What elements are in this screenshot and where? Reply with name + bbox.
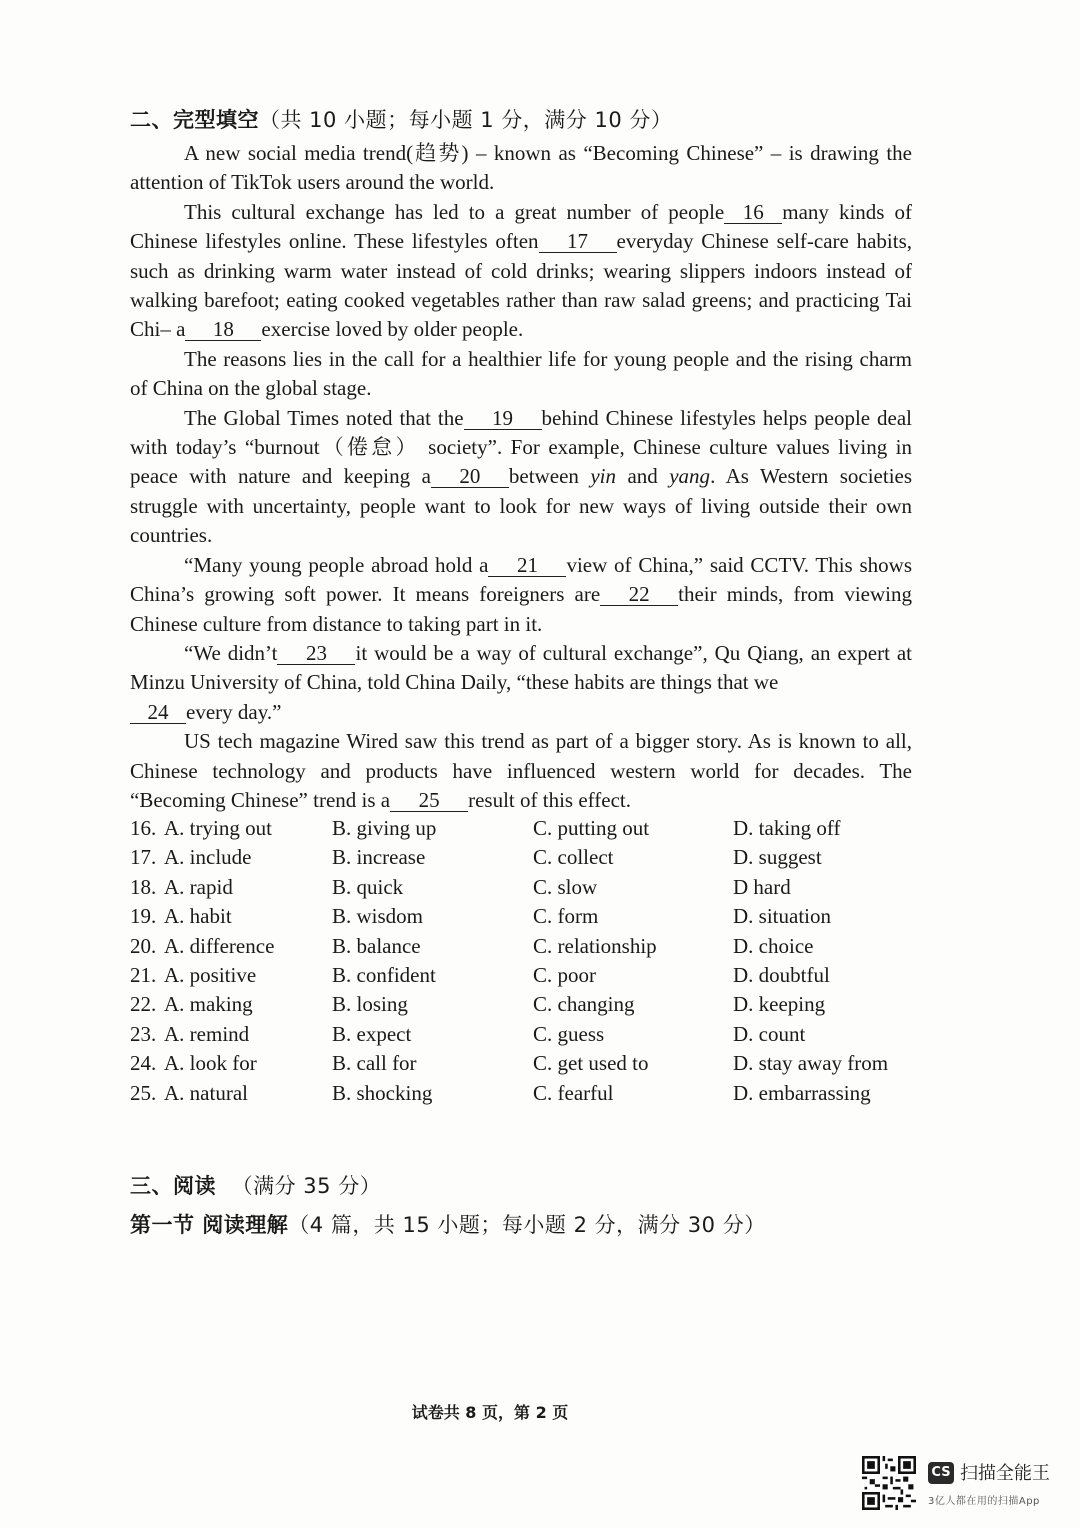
- paragraph-2-text-b: many kinds of Chinese lifestyles online. These lifestyles often: [130, 199, 913, 254]
- option-d[interactable]: D. count: [733, 1021, 806, 1046]
- camscanner-name: 扫描全能王: [960, 1463, 1050, 1484]
- section-3-sub-info: （4 篇，共 15 小题；每小题 2 分，满分 30 分）: [288, 1213, 766, 1237]
- question-number: 17.: [130, 845, 157, 870]
- option-c[interactable]: C. putting out: [533, 816, 650, 840]
- option-a[interactable]: A. natural: [164, 1080, 248, 1105]
- question-number: 23.: [130, 1021, 157, 1046]
- option-d[interactable]: D. doubtful: [733, 962, 830, 987]
- option-a[interactable]: A. look for: [164, 1051, 257, 1076]
- question-number: 25.: [130, 1080, 157, 1105]
- paragraph-5-text-a: “Many young people abroad hold a: [184, 552, 489, 577]
- option-c[interactable]: C. guess: [533, 1021, 605, 1046]
- blank-21[interactable]: 21: [488, 554, 566, 577]
- option-b[interactable]: B. losing: [332, 992, 408, 1017]
- paragraph-4-text-b: behind Chinese lifestyles helps people deal with today’s “burnout（倦怠） society”. For example, Chinese culture values living in peace with nature and keeping a: [130, 405, 912, 489]
- question-number: 22.: [130, 992, 157, 1017]
- option-b[interactable]: B. confident: [332, 962, 436, 987]
- blank-17[interactable]: 17: [539, 230, 617, 253]
- option-a[interactable]: A. positive: [164, 962, 257, 987]
- question-number: 24.: [130, 1051, 157, 1076]
- blank-23[interactable]: 23: [277, 642, 355, 665]
- section-3-info: （满分 35 分）: [231, 1174, 382, 1198]
- option-row: [130, 814, 930, 843]
- section-3-sub-title: 第一节 阅读理解: [130, 1213, 289, 1237]
- page-footer: [0, 1400, 1080, 1423]
- section-2-title: 二、完型填空: [130, 108, 259, 132]
- blank-18[interactable]: 18: [185, 318, 261, 341]
- paragraph-5: [130, 551, 912, 639]
- option-c[interactable]: C. form: [533, 904, 599, 929]
- camscanner-tagline: 3亿人都在用的扫描App: [928, 1496, 1040, 1507]
- option-c[interactable]: C. slow: [533, 874, 598, 899]
- blank-22[interactable]: 22: [600, 583, 678, 606]
- blank-16[interactable]: 16: [724, 201, 782, 224]
- section-3-sub-heading: [130, 1209, 766, 1239]
- option-row: [130, 961, 930, 990]
- option-c[interactable]: C. get used to: [533, 1051, 649, 1076]
- section-2-info: （共 10 小题；每小题 1 分，满分 10 分）: [259, 108, 673, 132]
- option-a[interactable]: A. trying out: [164, 816, 272, 840]
- paragraph-7-text: every day.”: [186, 699, 282, 724]
- paragraph-4-text-d: . As Western societies struggle with uncertainty, people want to look for new ways of living outside their own countries.: [130, 464, 913, 548]
- option-a[interactable]: A. habit: [164, 904, 232, 929]
- word-and: and: [627, 464, 658, 489]
- option-c[interactable]: C. fearful: [533, 1080, 614, 1105]
- word-yin: yin: [590, 464, 616, 489]
- paragraph-1: [130, 139, 912, 198]
- option-a[interactable]: A. include: [164, 845, 252, 870]
- question-number: 19.: [130, 904, 157, 929]
- option-d[interactable]: D. suggest: [733, 845, 822, 870]
- paragraph-4-text-a: The Global Times noted that the: [184, 405, 464, 430]
- question-number: 18.: [130, 874, 157, 899]
- option-row: [130, 990, 930, 1019]
- option-a[interactable]: A. making: [164, 992, 253, 1017]
- option-c[interactable]: C. changing: [533, 992, 635, 1017]
- paragraph-6-text-a: “We didn’t: [184, 640, 278, 665]
- paragraph-4: [130, 404, 912, 551]
- page-number: 试卷共 8 页，第 2 页: [411, 1403, 569, 1422]
- paragraph-7: [130, 698, 912, 727]
- question-number: 21.: [130, 962, 157, 987]
- paragraph-2-text-d: exercise loved by older people.: [261, 317, 524, 342]
- option-b[interactable]: B. quick: [332, 874, 404, 899]
- option-c[interactable]: C. poor: [533, 962, 596, 987]
- paragraph-5-text-b: view of China,” said CCTV. This shows China’s growing soft power. It means foreigners are: [130, 552, 912, 607]
- option-row: [130, 1020, 930, 1049]
- option-d[interactable]: D. stay away from: [733, 1051, 889, 1076]
- paragraph-8-text-b: result of this effect.: [468, 787, 631, 812]
- word-yang: yang: [669, 464, 711, 489]
- camscanner-logo-icon: CS: [928, 1462, 954, 1484]
- option-row: [130, 873, 930, 902]
- paragraph-6: [130, 639, 912, 698]
- option-row: [130, 843, 930, 872]
- option-row: [130, 1049, 930, 1078]
- option-d[interactable]: D. keeping: [733, 992, 826, 1017]
- paragraph-8-text-a: US tech magazine Wired saw this trend as part of a bigger story. As is known to all, Chinese technology and products have influenced western world for decades. The “Becoming Chinese” trend is a: [130, 729, 912, 812]
- option-c[interactable]: C. collect: [533, 845, 614, 870]
- option-c[interactable]: C. relationship: [533, 933, 657, 958]
- paragraph-4-text-c: between: [508, 464, 579, 489]
- paragraph-1-text: A new social media trend(趋势) – known as “Becoming Chinese” – is drawing the attention of TikTok users around the world.: [130, 141, 912, 195]
- paragraph-3-text: The reasons lies in the call for a healthier life for young people and the rising charm of China on the global stage.: [130, 346, 912, 401]
- section-2-heading: [130, 104, 672, 134]
- paragraph-8: [130, 727, 912, 815]
- option-b[interactable]: B. wisdom: [332, 904, 424, 929]
- option-d[interactable]: D. taking off: [733, 816, 841, 840]
- blank-25[interactable]: 25: [390, 789, 468, 812]
- paragraph-2-text-a: This cultural exchange has led to a great number of people: [184, 199, 725, 224]
- question-number: 16.: [130, 816, 157, 840]
- option-b[interactable]: B. call for: [332, 1051, 417, 1076]
- option-d[interactable]: D hard: [733, 874, 791, 899]
- cloze-passage: [130, 139, 912, 815]
- option-b[interactable]: B. balance: [332, 933, 421, 958]
- option-b[interactable]: B. increase: [332, 845, 426, 870]
- qr-code-icon: [862, 1456, 916, 1510]
- paragraph-6-text-b: it would be a way of cultural exchange”, Qu Qiang, an expert at Minzu University of China, told China Daily, “these habits are things that we: [130, 640, 912, 695]
- section-3-title: 三、阅读: [130, 1174, 216, 1198]
- question-number: 20.: [130, 933, 157, 958]
- option-d[interactable]: D. choice: [733, 933, 814, 958]
- paragraph-2-text-c: everyday Chinese self-care habits, such as drinking warm water instead of cold drinks; wearing slippers indoors instead of walking barefoot; eating cooked vegetables rather than raw salad greens; and practicing Tai Chi– a: [130, 229, 912, 342]
- option-row: [130, 932, 930, 961]
- option-a[interactable]: A. difference: [164, 933, 275, 958]
- option-d[interactable]: D. embarrassing: [733, 1080, 871, 1105]
- option-a[interactable]: A. rapid: [164, 874, 233, 899]
- blank-24[interactable]: 24: [130, 701, 186, 724]
- paragraph-3: [130, 345, 912, 404]
- option-a[interactable]: A. remind: [164, 1021, 250, 1046]
- blank-20[interactable]: 20: [431, 465, 509, 488]
- option-d[interactable]: D. situation: [733, 904, 831, 929]
- answer-options: [130, 814, 930, 1108]
- paragraph-2: [130, 198, 912, 345]
- section-3-heading: [130, 1170, 381, 1200]
- blank-19[interactable]: 19: [464, 407, 542, 430]
- option-b[interactable]: B. shocking: [332, 1080, 433, 1105]
- option-row: [130, 902, 930, 931]
- option-row: [130, 1079, 930, 1108]
- option-b[interactable]: B. expect: [332, 1021, 412, 1046]
- paragraph-5-text-c: their minds, from viewing Chinese culture from distance to taking part in it.: [130, 582, 912, 636]
- option-b[interactable]: B. giving up: [332, 816, 437, 840]
- scanner-watermark: [862, 1456, 1062, 1510]
